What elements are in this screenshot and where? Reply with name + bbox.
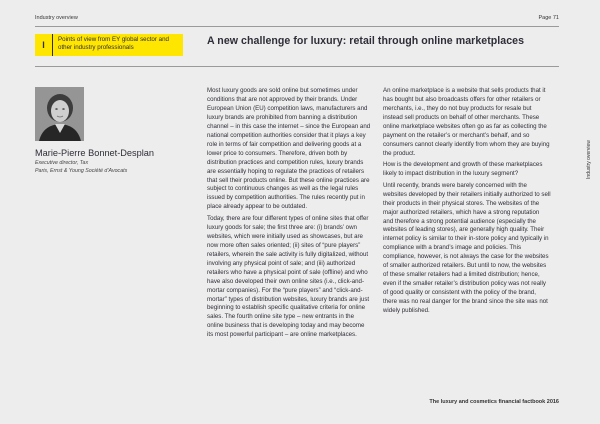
- author-photo: [35, 87, 84, 141]
- page-number: Page 71: [538, 15, 559, 21]
- header-divider: [35, 26, 559, 27]
- body-column-left: [207, 87, 372, 340]
- author-role: Executive director, Tax: [35, 160, 89, 166]
- portrait-photo-icon: [35, 87, 84, 141]
- title-divider: [35, 66, 559, 67]
- side-section-label: Industry overview: [586, 140, 592, 179]
- author-name: Marie-Pierre Bonnet-Desplan: [35, 148, 154, 158]
- author-details: [35, 160, 127, 175]
- paragraph: Until recently, brands were barely concerned with the websites developed by their retailers initially authorized to sell their products in their physical stores. The websites of the major authorized retailers, which have a strong reputation and therefore a strong potential audience (especially the websites of leading stores), are generally high quality. Their internet policy is similar to their in-store policy and typically in compliance with a brand’s image and policies. This compliance, however, is not always the case for the websites of smaller authorized retailers. But until to now, the websites of these smaller retailers had a limited distribution; hence, even if the smaller retailer’s distribution policy was not really of good quality or consistent with the policy of the brand, there was no real danger for the brand since the site was not widely published.: [383, 181, 551, 315]
- paragraph: Today, there are four different types of online sites that offer luxury goods for sale; the first three are: (i) brands’ own websites, which were initially used as showcases, but are now more often sales oriented; (ii) sites of “pure players” retailers, wherein the sale activity is fully digitalized, without involving any physical point of sale; and (iii) authorized retailers who have a physical point of sale (offline) and who have also developed their own online sites (i.e., click-and-mortar companies). For the “pure players” and “click-and-mortar” types of distribution websites, luxury brands are just beginning to establish specific qualitative criteria for online sales. The fourth online site type – new entrants in the online business that is developing today and may become its most powerful participant – are online marketplaces.: [207, 214, 370, 339]
- article-title: A new challenge for luxury: retail through online marketplaces: [207, 35, 525, 47]
- section-description: Points of view from EY global sector and other industry professionals: [58, 36, 169, 51]
- author-organization: Paris, Ernst & Young Société d’Avocats: [35, 167, 128, 174]
- paragraph: Most luxury goods are sold online but sometimes under conditions that are not approved by their brands. Under European Union (EU) competition laws, manufacturers and luxury brands are prohibited from banning a distribution channel – in this case the internet – since the European and national competition authorities consider that it plays a key role in terms of fair competition and delivering goods at a lower price to consumers. Therefore, driven both by distribution practices and competition rules, luxury brands are essentially hoping to regulate the practices of retailers that sell their products online. But these online practices are subject to continuous changes as well as the legal rules issued by competition authorities. The rules recently put in place already appear to be outdated.: [207, 87, 371, 211]
- paragraph: An online marketplace is a website that sells products that it has bought but also broadcasts offers for other retailers or merchants, i.e., they do not buy products for resale but instead sell products on behalf of other merchants. These online marketplace websites often go as far as collecting the payment on the retailer’s or merchant’s behalf, and so consumers cannot clearly identify from whom they are buying the product.: [383, 87, 550, 157]
- question-paragraph: How is the development and growth of these marketplaces likely to impact distribution in the luxury segment?: [383, 161, 543, 178]
- footer-title: The luxury and cosmetics financial factbook 2016: [429, 399, 559, 405]
- section-number: I: [35, 34, 53, 56]
- header-section-label: Industry overview: [35, 15, 78, 21]
- body-column-right: [383, 87, 551, 316]
